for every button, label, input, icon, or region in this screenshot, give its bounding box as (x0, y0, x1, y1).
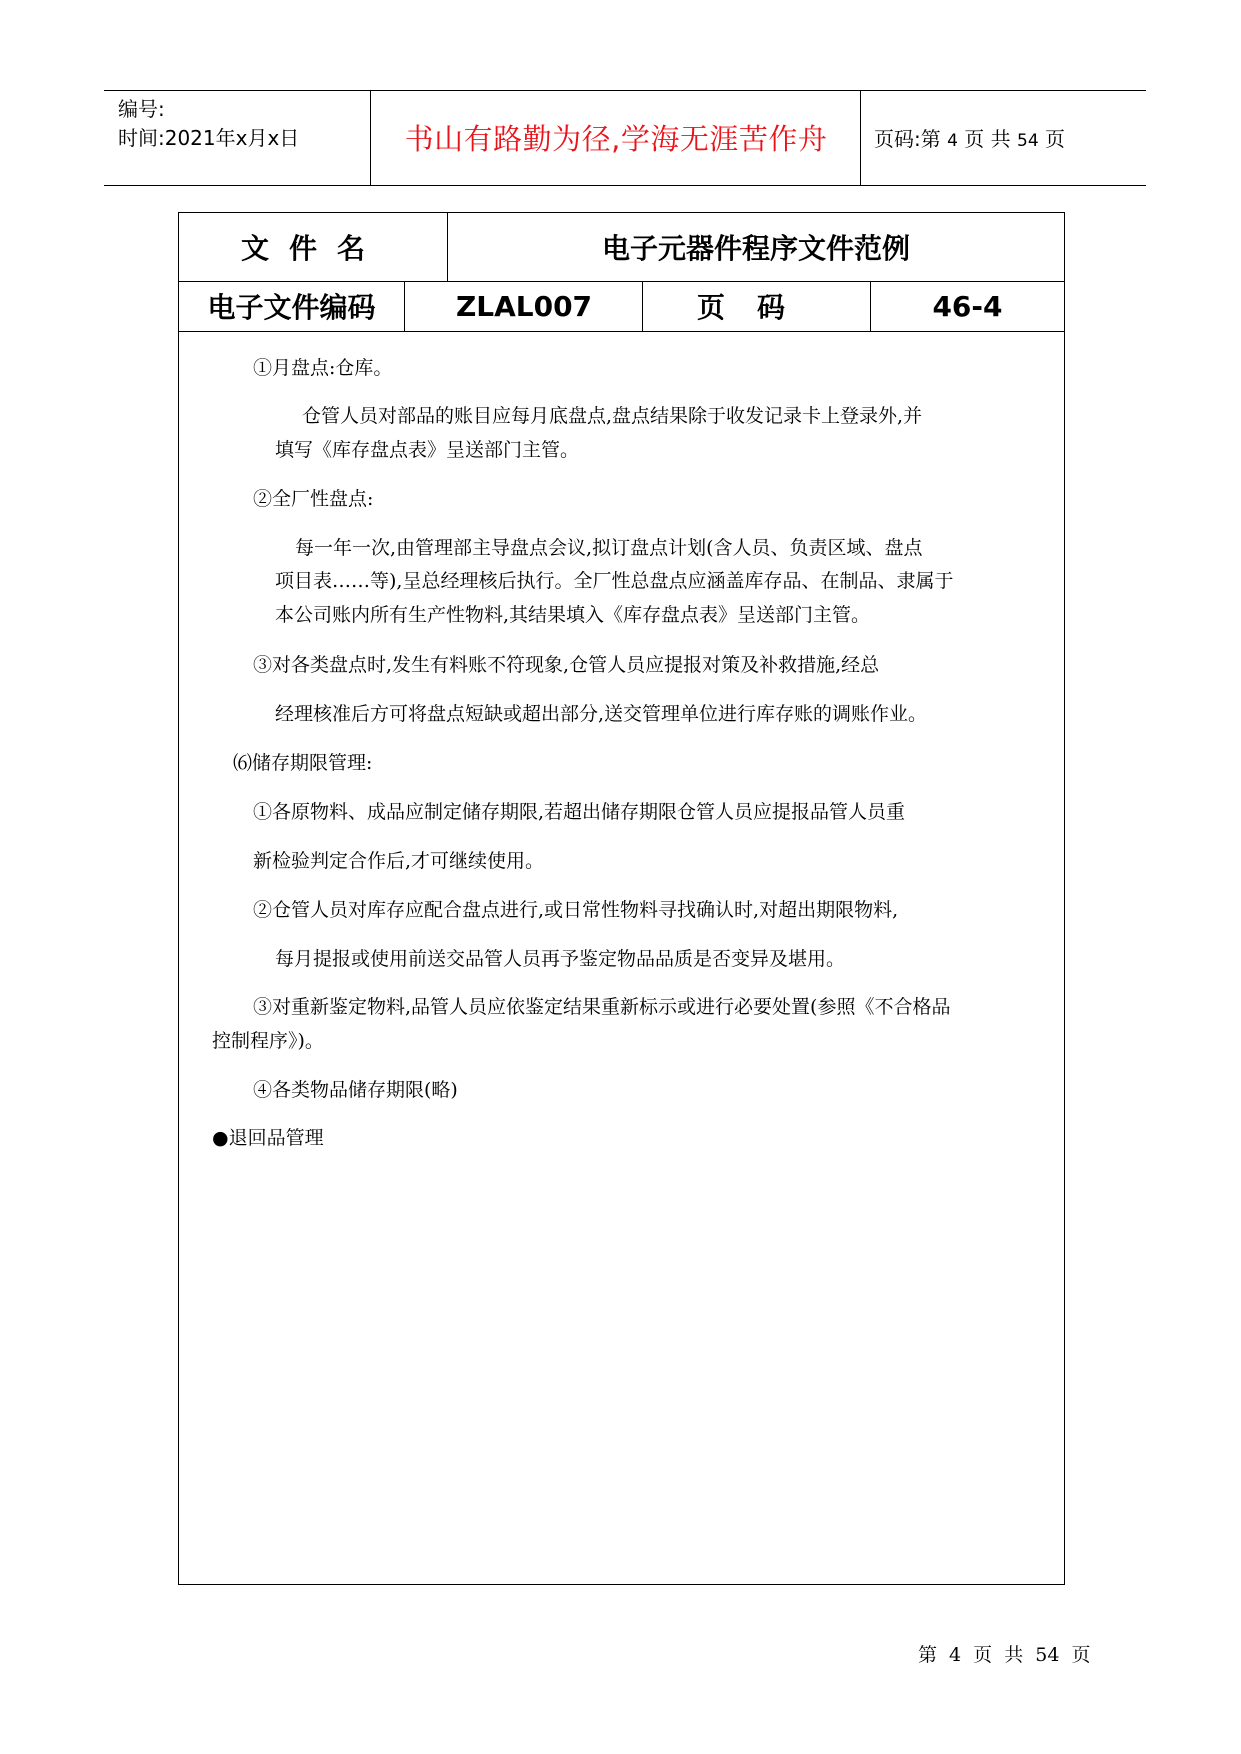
body-line: ②仓管人员对库存应配合盘点进行,或日常性物料寻找确认时,对超出期限物料, (253, 899, 899, 921)
doc-name-label: 文件名 (240, 232, 385, 265)
doc-code-value: ZLAL007 (404, 281, 643, 331)
doc-name-value: 电子元器件程序文件范例 (447, 213, 1064, 281)
body-line: 控制程序》)。 (212, 1030, 324, 1052)
header-page-info (874, 123, 1065, 152)
document-body (179, 213, 1064, 1584)
page-header (104, 90, 1146, 186)
page-footer: 第 4 页 共 54 页 (918, 1644, 1091, 1666)
header-meta (118, 95, 368, 153)
body-line: 仓管人员对部品的账目应每月底盘点,盘点结果除于收发记录卡上登录外,并 (302, 405, 923, 427)
body-line: 经理核准后方可将盘点短缺或超出部分,送交管理单位进行库存账的调账作业。 (275, 703, 928, 725)
body-line: 新检验判定合作后,才可继续使用。 (253, 850, 545, 872)
header-divider (860, 91, 861, 185)
body-line: 项目表……等),呈总经理核后执行。全厂性总盘点应涵盖库存品、在制品、隶属于 (275, 570, 954, 592)
document-number-label: 编号: (118, 97, 165, 121)
doc-code-label: 电子文件编码 (207, 291, 376, 324)
page-mid: 页 共 (964, 127, 1011, 151)
body-line: ②全厂性盘点: (253, 488, 374, 510)
body-line: ④各类物品储存期限(略) (253, 1079, 458, 1101)
doc-page-label: 页码 (642, 281, 871, 331)
page-label: 页码:第 (874, 127, 941, 151)
page-end: 页 (1045, 127, 1066, 151)
body-line: ①月盘点:仓库。 (253, 357, 393, 379)
body-line: 填写《库存盘点表》呈送部门主管。 (275, 439, 580, 461)
page-current: 4 (947, 131, 958, 151)
body-line: 本公司账内所有生产性物料,其结果填入《库存盘点表》呈送部门主管。 (275, 604, 871, 626)
document-time-label: 时间:2021年x月x日 (118, 126, 300, 150)
body-line: ①各原物料、成品应制定储存期限,若超出储存期限仓管人员应提报品管人员重 (253, 801, 906, 823)
document-frame (178, 212, 1065, 1585)
body-line: ●退回品管理 (212, 1127, 324, 1149)
body-line: ⑹储存期限管理: (233, 752, 373, 774)
body-line: ③对各类盘点时,发生有料账不符现象,仓管人员应提报对策及补救措施,经总 (253, 654, 880, 676)
doc-page-value: 46-4 (870, 281, 1064, 331)
body-line: 每一年一次,由管理部主导盘点会议,拟订盘点计划(含人员、负责区域、盘点 (295, 537, 923, 559)
page-total: 54 (1017, 131, 1039, 151)
header-motto: 书山有路勤为径,学海无涯苦作舟 (404, 122, 828, 156)
body-line: 每月提报或使用前送交品管人员再予鉴定物品品质是否变异及堪用。 (275, 948, 846, 970)
header-divider (370, 91, 371, 185)
body-line: ③对重新鉴定物料,品管人员应依鉴定结果重新标示或进行必要处置(参照《不合格品 (253, 996, 951, 1018)
